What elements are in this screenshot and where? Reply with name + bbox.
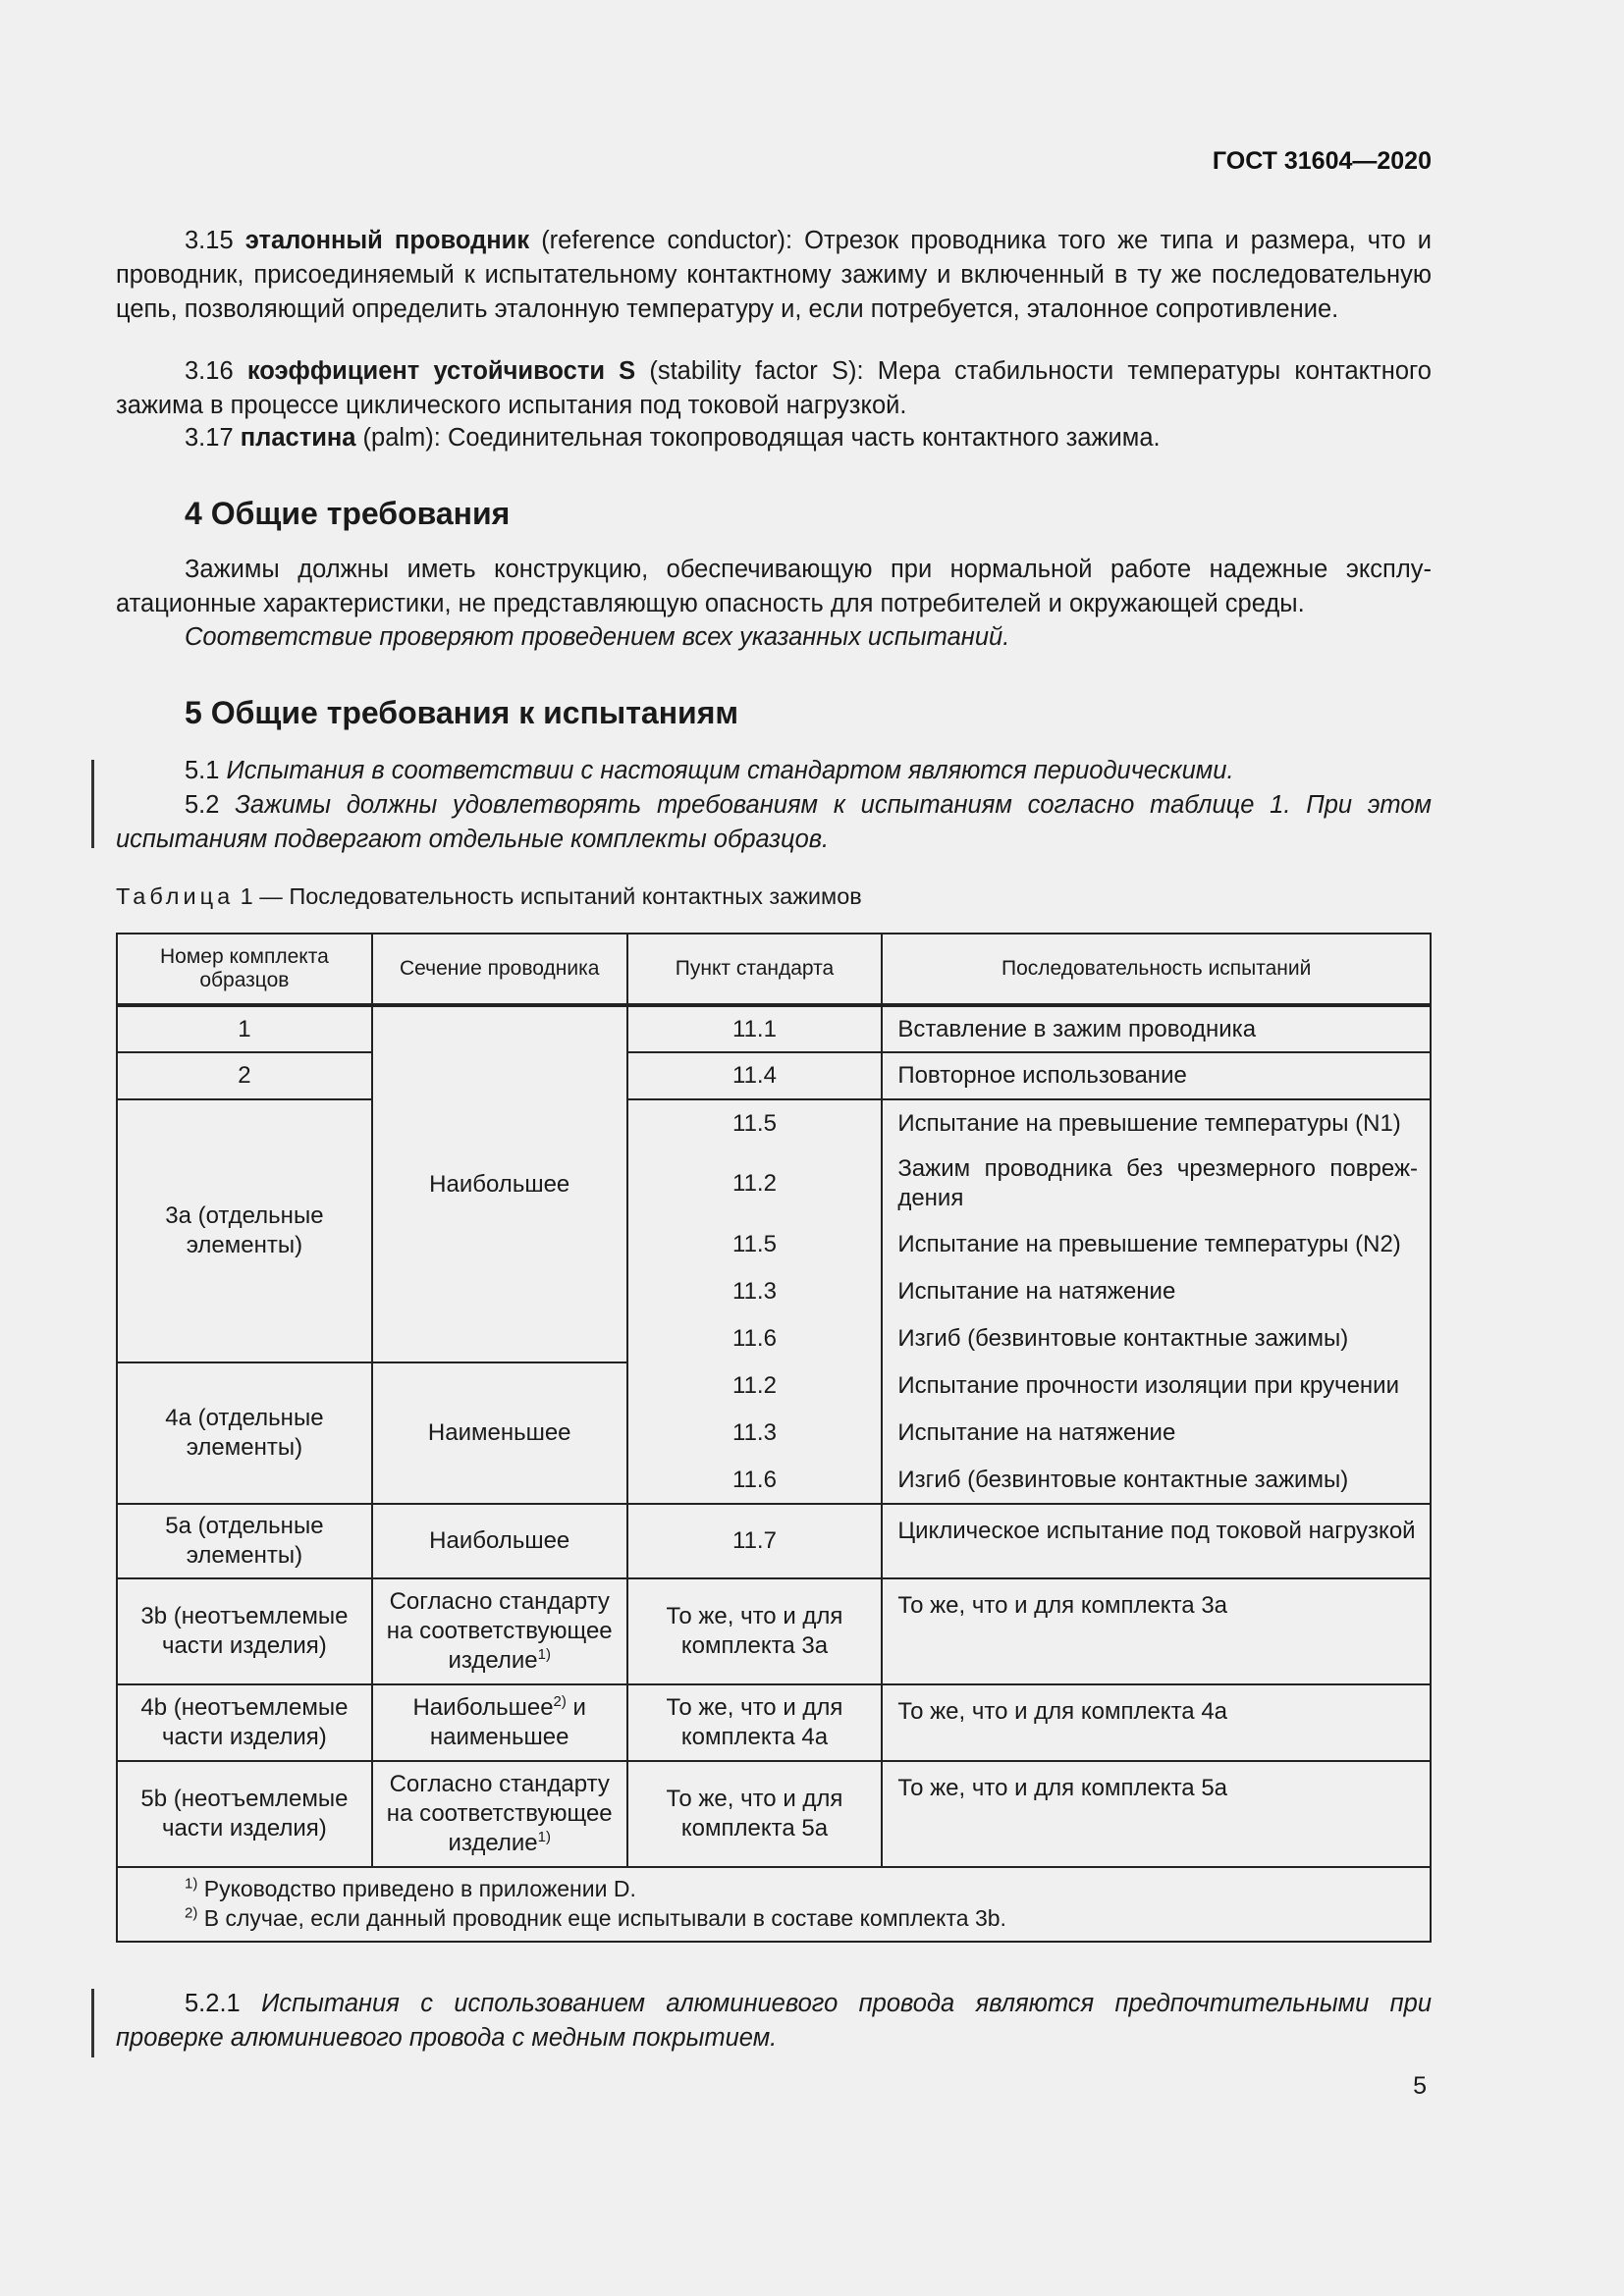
clause-cell: 11.4 xyxy=(627,1052,883,1099)
table-footnotes xyxy=(117,1867,1431,1942)
clause-cell: То же, что и для комплекта 4a xyxy=(627,1684,883,1761)
section-5-heading: 5 Общие требования к испытаниям xyxy=(185,695,739,730)
header-conductor-section: Сечение проводника xyxy=(372,934,627,1005)
header-test-sequence: Последовательность испытаний xyxy=(882,934,1431,1005)
clause-cell: 11.1 xyxy=(627,1005,883,1052)
table-row xyxy=(117,1099,1431,1147)
header-clause: Пункт стандарта xyxy=(627,934,883,1005)
section-4-compliance: Соответствие проверяют проведением всех указанных испытаний. xyxy=(185,623,1010,651)
set-cell: 5b (неотъемлемые части изделия) xyxy=(117,1761,372,1867)
set-cell: 4b (неотъемлемые части изделия) xyxy=(117,1684,372,1761)
test-sequence-table xyxy=(116,933,1432,1943)
clause-cell: 11.5 xyxy=(627,1221,883,1268)
term: коэффициент устойчивости S xyxy=(246,357,636,385)
page-number: 5 xyxy=(1413,2072,1427,2100)
set-cell: 2 xyxy=(117,1052,372,1099)
clause-cell: 11.6 xyxy=(627,1315,883,1362)
footnote-2: $^{2)}$ В случае, если данный проводник еще испытывали в составе комплекта 3b. xyxy=(185,1904,1006,1931)
header-set-number: Номер комплекта образцов xyxy=(117,934,372,1005)
set-cell: 5a (отдельные элементы) xyxy=(117,1504,372,1578)
test-cell: Повторное использование xyxy=(882,1052,1431,1099)
table-header-row xyxy=(117,934,1431,1005)
table-row xyxy=(117,1578,1431,1684)
term: пластина xyxy=(240,424,356,452)
test-cell: Зажим проводника без чрезмерного повреждения xyxy=(882,1147,1431,1221)
test-cell: Изгиб (безвинтовые контактные зажимы) xyxy=(882,1457,1431,1504)
clause-3-15: 3.15 эталонный проводник (reference conductor): Отрезок проводника того же типа и размера, что и проводник, присоединяемый к испытательному контактному зажиму и включенный в ту же последовательную цепь, позволяющий определить эталонную температуру и, если потребуется, эталонное сопротивление. xyxy=(116,227,1432,323)
section-4-paragraph: Зажимы должны иметь конструкцию, обеспечивающую при нормальной работе надежные эксплуатационные характеристики, не представляющую опасность для потребителей и окружающей среды. xyxy=(116,556,1432,617)
footnote-1: $^{1)}$ Руководство приведено в приложении D. xyxy=(185,1875,636,1901)
document-code: ГОСТ 31604—2020 xyxy=(1212,147,1432,175)
table-row xyxy=(117,1504,1431,1578)
test-cell: То же, что и для комплекта 4a xyxy=(882,1684,1431,1761)
clause-cell: То же, что и для комплекта 3a xyxy=(627,1578,883,1684)
test-cell: Испытание на натяжение xyxy=(882,1268,1431,1315)
section-cell: Наибольшее xyxy=(372,1005,627,1362)
clause-cell: 11.5 xyxy=(627,1099,883,1147)
table-row xyxy=(117,1684,1431,1761)
footnotes-row xyxy=(117,1867,1431,1942)
clause-cell: 11.7 xyxy=(627,1504,883,1578)
term: эталонный проводник xyxy=(244,227,530,254)
section-cell: Наименьшее xyxy=(372,1362,627,1504)
test-cell: То же, что и для комплекта 5a xyxy=(882,1761,1431,1867)
clause-3-17: 3.17 пластина (palm): Соединительная токопроводящая часть контактного зажима. xyxy=(185,424,1161,452)
clause-cell: То же, что и для комплекта 5a xyxy=(627,1761,883,1867)
clause-5-1: 5.1 Испытания в соответствии с настоящим стандартом являются периодическими. xyxy=(185,757,1234,784)
table-row xyxy=(117,1362,1431,1410)
change-bar xyxy=(91,760,94,848)
clause-cell: 11.6 xyxy=(627,1457,883,1504)
change-bar xyxy=(91,1989,94,2057)
test-cell: Испытание прочности изоляции при кручении xyxy=(882,1362,1431,1410)
test-cell: Испытание на превышение температуры (N2) xyxy=(882,1221,1431,1268)
set-cell: 3a (отдельные элементы) xyxy=(117,1099,372,1362)
clause-5-2: 5.2 Зажимы должны удовлетворять требованиям к испытаниям согласно таблице 1. При этом испытаниям подвергают отдельные комплекты образцов. xyxy=(116,791,1432,853)
test-cell: Изгиб (безвинтовые контактные зажимы) xyxy=(882,1315,1431,1362)
set-cell: 3b (неотъемлемые части изделия) xyxy=(117,1578,372,1684)
table-row xyxy=(117,1761,1431,1867)
set-cell: 1 xyxy=(117,1005,372,1052)
clause-3-16: 3.16 коэффициент устойчивости S (stability factor S): Мера стабильности температуры контактного зажима в процессе циклического испытания под токовой нагрузкой. xyxy=(116,357,1432,419)
section-cell: Наибольшее xyxy=(372,1504,627,1578)
clause-cell: 11.2 xyxy=(627,1147,883,1221)
set-cell: 4a (отдельные элементы) xyxy=(117,1362,372,1504)
section-cell: Согласно стандарту на соответствующее изделие$^{1)}$ xyxy=(372,1578,627,1684)
test-cell: То же, что и для комплекта 3a xyxy=(882,1578,1431,1684)
table-caption: Таблица 1 — Последовательность испытаний контактных зажимов xyxy=(116,883,862,909)
test-cell: Испытание на превышение температуры (N1) xyxy=(882,1099,1431,1147)
clause-5-2-1: 5.2.1 Испытания с использованием алюминиевого провода являются предпочтительными при проверке алюминиевого провода с медным покрытием. xyxy=(116,1990,1433,2052)
test-cell: Вставление в зажим проводника xyxy=(882,1005,1431,1052)
clause-cell: 11.3 xyxy=(627,1268,883,1315)
test-cell: Циклическое испытание под токовой нагрузкой xyxy=(882,1504,1431,1578)
section-4-heading: 4 Общие требования xyxy=(185,496,511,531)
table-row xyxy=(117,1005,1431,1052)
section-cell: Согласно стандарту на соответствующее изделие$^{1)}$ xyxy=(372,1761,627,1867)
clause-cell: 11.3 xyxy=(627,1410,883,1457)
test-cell: Испытание на натяжение xyxy=(882,1410,1431,1457)
section-cell: Наибольшее$^{2)}$ и наименьшее xyxy=(372,1684,627,1761)
table-row xyxy=(117,1052,1431,1099)
clause-cell: 11.2 xyxy=(627,1362,883,1410)
